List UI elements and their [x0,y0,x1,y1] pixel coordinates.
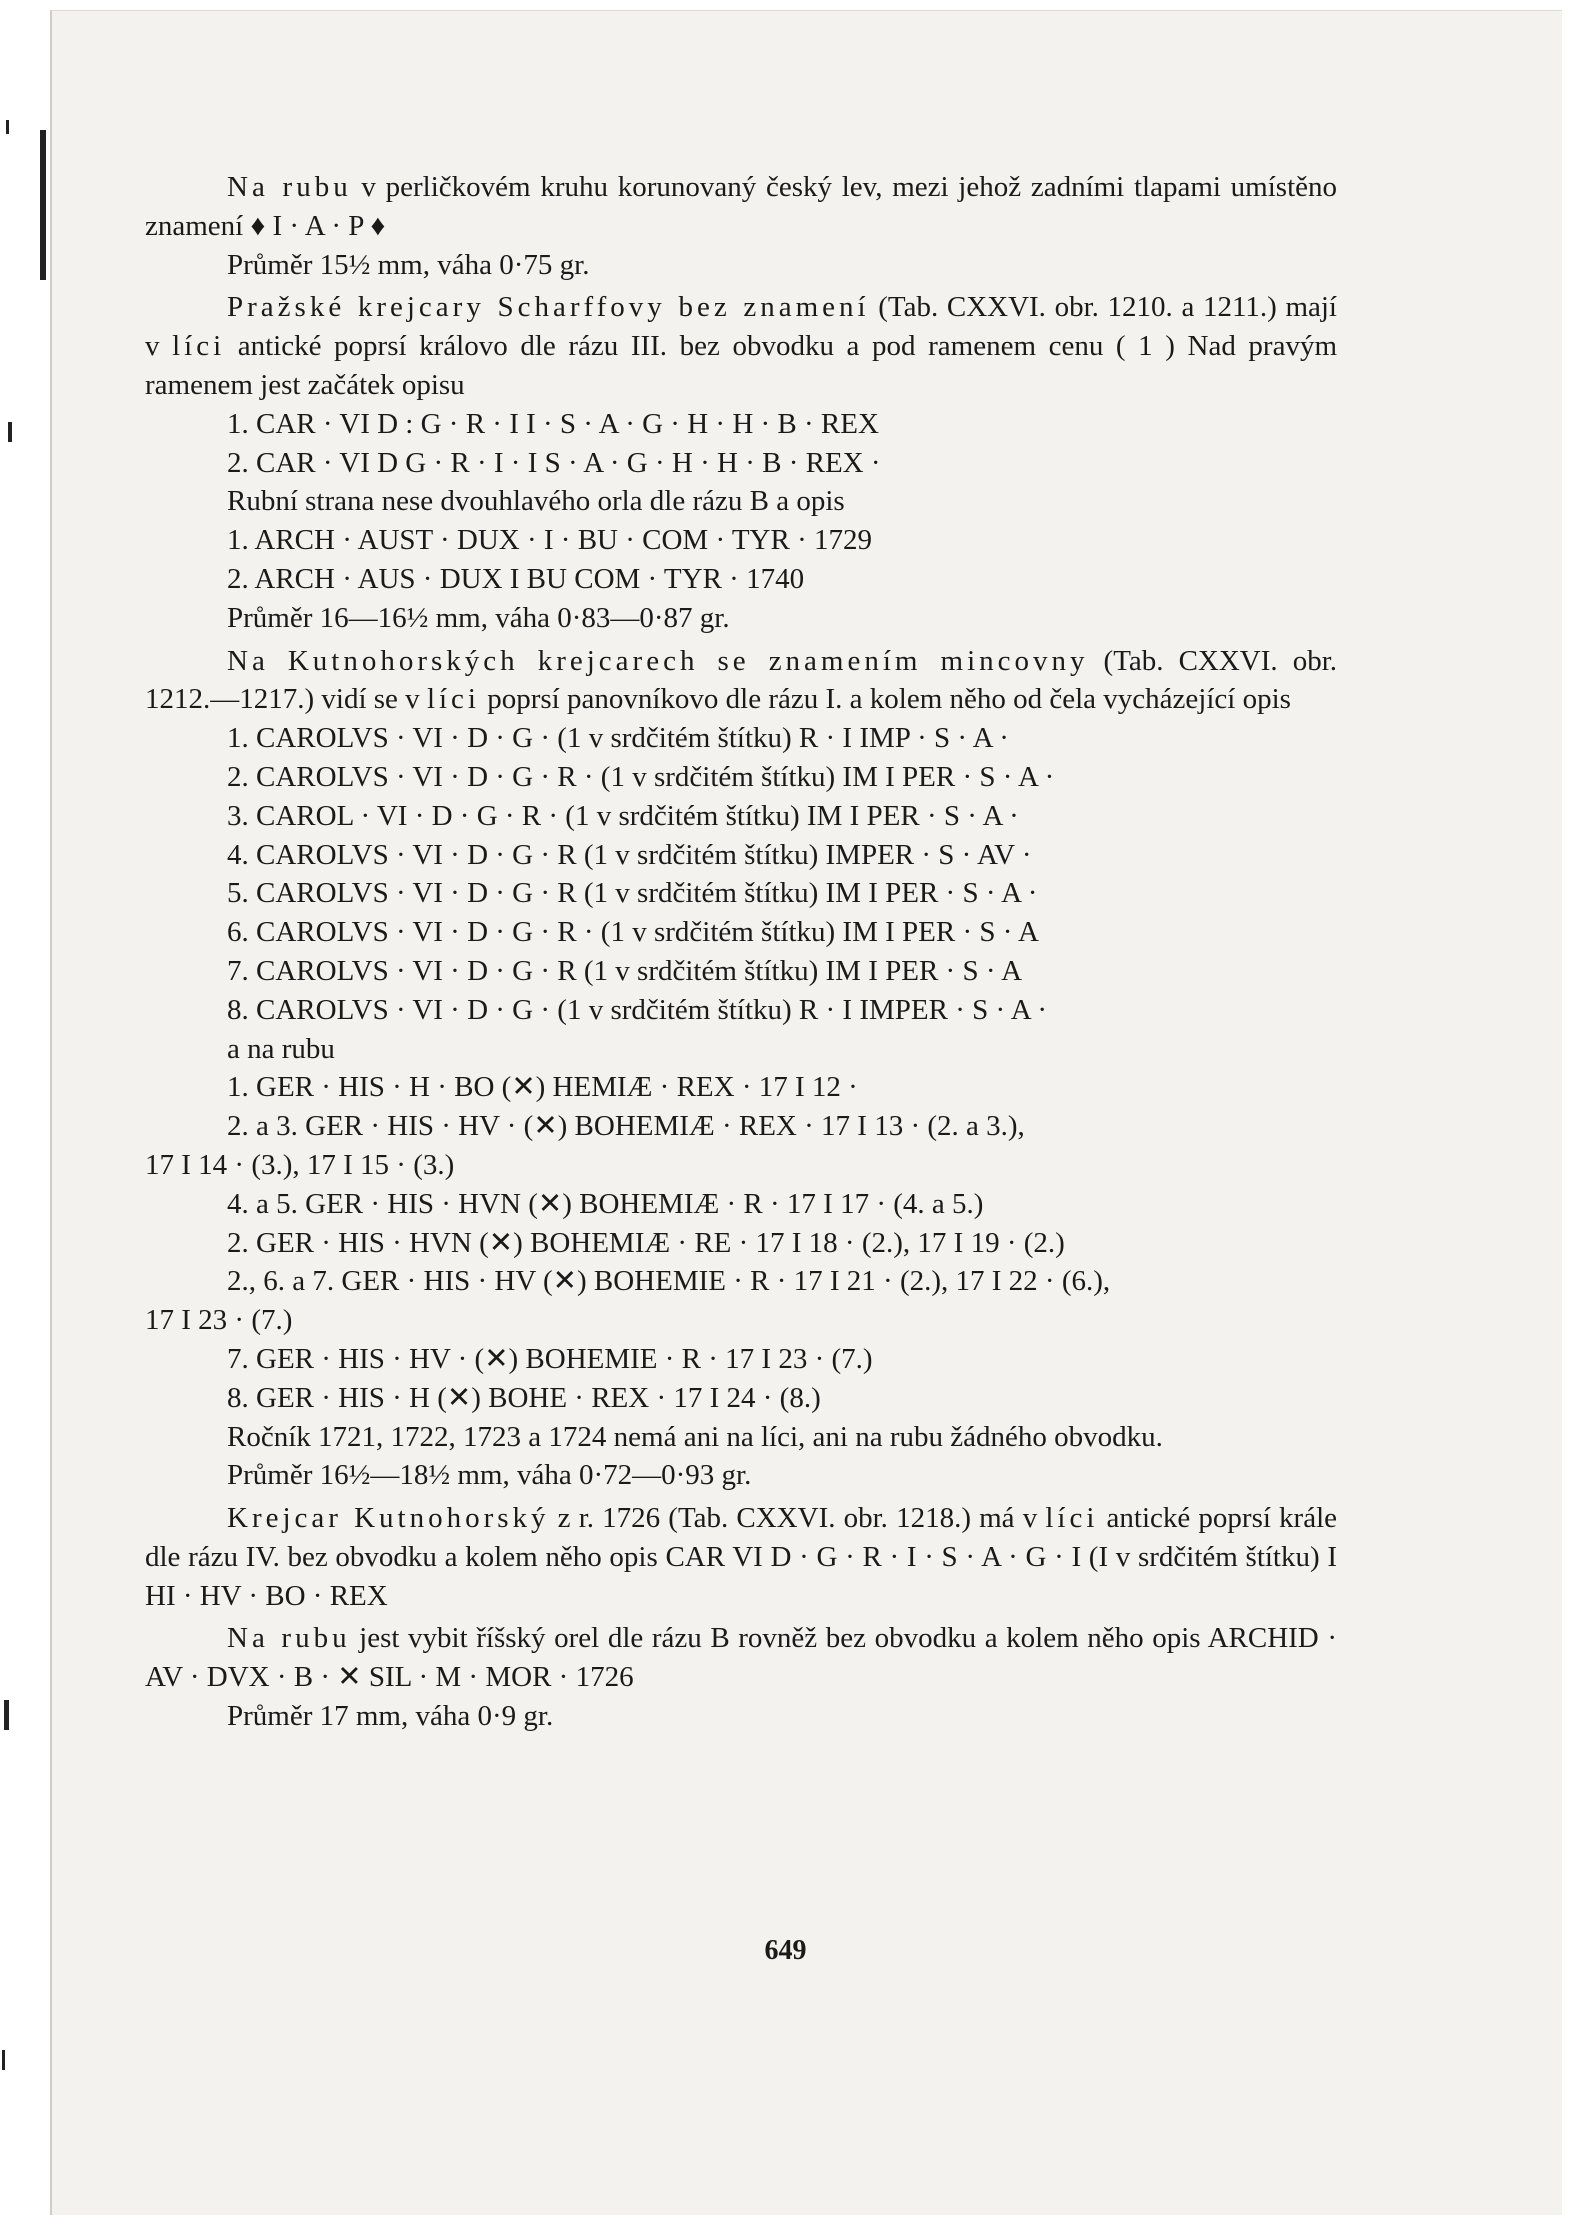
text-line: 2. a 3. GER · HIS · HV · (✕) BOHEMIÆ · REX · 17 I 13 · (2. a 3.), [227,1110,1025,1143]
text-line: 7. GER · HIS · HV · (✕) BOHEMIE · R · 17 I 23 · (7.) [227,1342,873,1375]
text-line: 1. CAR · VI D : G · R · I I · S · A · G · H · H · B · REX [227,407,879,440]
scan-edge-mark [8,422,12,442]
scan-left-margin [0,0,50,2224]
paragraph-text: z r. 1726 (Tab. CXXVI. obr. 1218.) má v [549,1502,1046,1535]
spaced-emphasis-text: Na Kutnohorských krejcarech se znamením mincovny [227,644,1089,677]
text-line: Průměr 15½ mm, váha 0·75 gr. [227,248,590,281]
text-line: 2. GER · HIS · HVN (✕) BOHEMIÆ · RE · 17 I 18 · (2.), 17 I 19 · (2.) [227,1226,1065,1259]
text-line: a na rubu [227,1032,335,1065]
spaced-emphasis-text: Pražské krejcary Scharffovy bez znamení [227,291,870,324]
spaced-emphasis-text: Na rubu [227,171,352,203]
text-line: 6. CAROLVS · VI · D · G · R · (1 v srdčitém štítku) IM I PER · S · A [227,916,1039,949]
paragraph [145,1619,1337,1697]
text-line: Průměr 17 mm, váha 0·9 gr. [227,1700,554,1733]
continuation-line: 17 I 23 · (7.) [145,1304,293,1337]
text-line: 2., 6. a 7. GER · HIS · HV (✕) BOHEMIE · R · 17 I 21 · (2.), 17 I 22 · (6.), [227,1265,1111,1298]
paragraph-text: Ročník 1721, 1722, 1723 a 1724 nemá ani na líci, ani na rubu žádného obvodku. [227,1420,1163,1453]
paragraph-text: (Tab. CXXVI. obr. 1212.—1217.) vidí se v [145,644,1337,716]
paragraph-text: jest vybit říšský orel dle rázu B rovněž bez obvodku a kolem něho opis ARCHID · AV · DVX · B · ✕ SIL · M · MOR · 1726 [145,1622,1337,1694]
continuation-line: 17 I 14 · (3.), 17 I 15 · (3.) [145,1148,455,1181]
text-line: 8. GER · HIS · H (✕) BOHE · REX · 17 I 24 · (8.) [227,1381,821,1414]
text-line: 8. CAROLVS · VI · D · G · (1 v srdčitém štítku) R · I IMPER · S · A · [227,993,1048,1026]
text-line: 2. ARCH · AUS · DUX I BU COM · TYR · 1740 [227,562,805,595]
text-line: 4. CAROLVS · VI · D · G · R (1 v srdčitém štítku) IMPER · S · AV · [227,838,1032,871]
spaced-emphasis-text: Krejcar Kutnohorský [227,1502,550,1535]
paragraph-text: antické poprsí krále dle rázu IV. bez obvodku a kolem něho opis CAR VI D · G · R · I · S · A · G · I (I v srdčitém štítku) I HI · HV · BO · REX [145,1502,1338,1612]
spaced-emphasis-text: líci [1045,1502,1099,1535]
paragraph-text: v perličkovém kruhu korunovaný český lev, mezi jehož zadními tlapami umístěno znamení ♦ I · A · P ♦ [145,171,1337,242]
text-line: 1. CAROLVS · VI · D · G · (1 v srdčitém štítku) R · I IMP · S · A · [227,722,1009,755]
spaced-emphasis-text: Na rubu [227,1622,351,1655]
scan-edge-mark [6,120,9,134]
text-line: 4. a 5. GER · HIS · HVN (✕) BOHEMIÆ · R · 17 I 17 · (4. a 5.) [227,1187,984,1220]
text-line: 5. CAROLVS · VI · D · G · R (1 v srdčitém štítku) IM I PER · S · A · [227,877,1038,910]
spaced-emphasis-text: líci [172,330,226,363]
scan-edge-mark [4,1700,9,1730]
text-line: 7. CAROLVS · VI · D · G · R (1 v srdčitém štítku) IM I PER · S · A [227,954,1023,987]
text-line: Průměr 16—16½ mm, váha 0·83—0·87 gr. [227,601,730,634]
page-body-text [145,168,1337,1736]
scan-edge-mark [40,130,46,280]
paragraph-text: poprsí panovníkovo dle rázu I. a kolem něho od čela vycházející opis [479,683,1291,716]
spaced-emphasis-text: líci [426,683,480,716]
paragraph-text: (Tab. CXXVI. obr. 1210. a 1211.) mají v [145,291,1337,363]
text-line: 2. CAROLVS · VI · D · G · R · (1 v srdčitém štítku) IM I PER · S · A · [227,760,1055,793]
text-line: 3. CAROL · VI · D · G · R · (1 v srdčitém štítku) IM I PER · S · A · [227,799,1019,832]
page-number: 649 [764,1935,807,1966]
paragraph [145,1499,1337,1615]
text-line: 1. ARCH · AUST · DUX · I · BU · COM · TYR · 1729 [227,524,872,557]
scan-edge-mark [2,2050,5,2070]
text-line: Průměr 16½—18½ mm, váha 0·72—0·93 gr. [227,1459,752,1492]
paragraph [145,288,1337,404]
text-line: Rubní strana nese dvouhlavého orla dle rázu B a opis [227,485,845,518]
paragraph [145,642,1337,720]
text-line: 2. CAR · VI D G · R · I · I S · A · G · H · H · B · REX · [227,446,881,479]
text-line: 1. GER · HIS · H · BO (✕) HEMIÆ · REX · 17 I 12 · [227,1071,858,1104]
paragraph-text: antické poprsí královo dle rázu III. bez obvodku a pod ramenem cenu ( 1 ) Nad pravým ramenem jest začátek opisu [145,330,1337,401]
paragraph [145,1418,1337,1457]
paragraph [145,168,1337,246]
